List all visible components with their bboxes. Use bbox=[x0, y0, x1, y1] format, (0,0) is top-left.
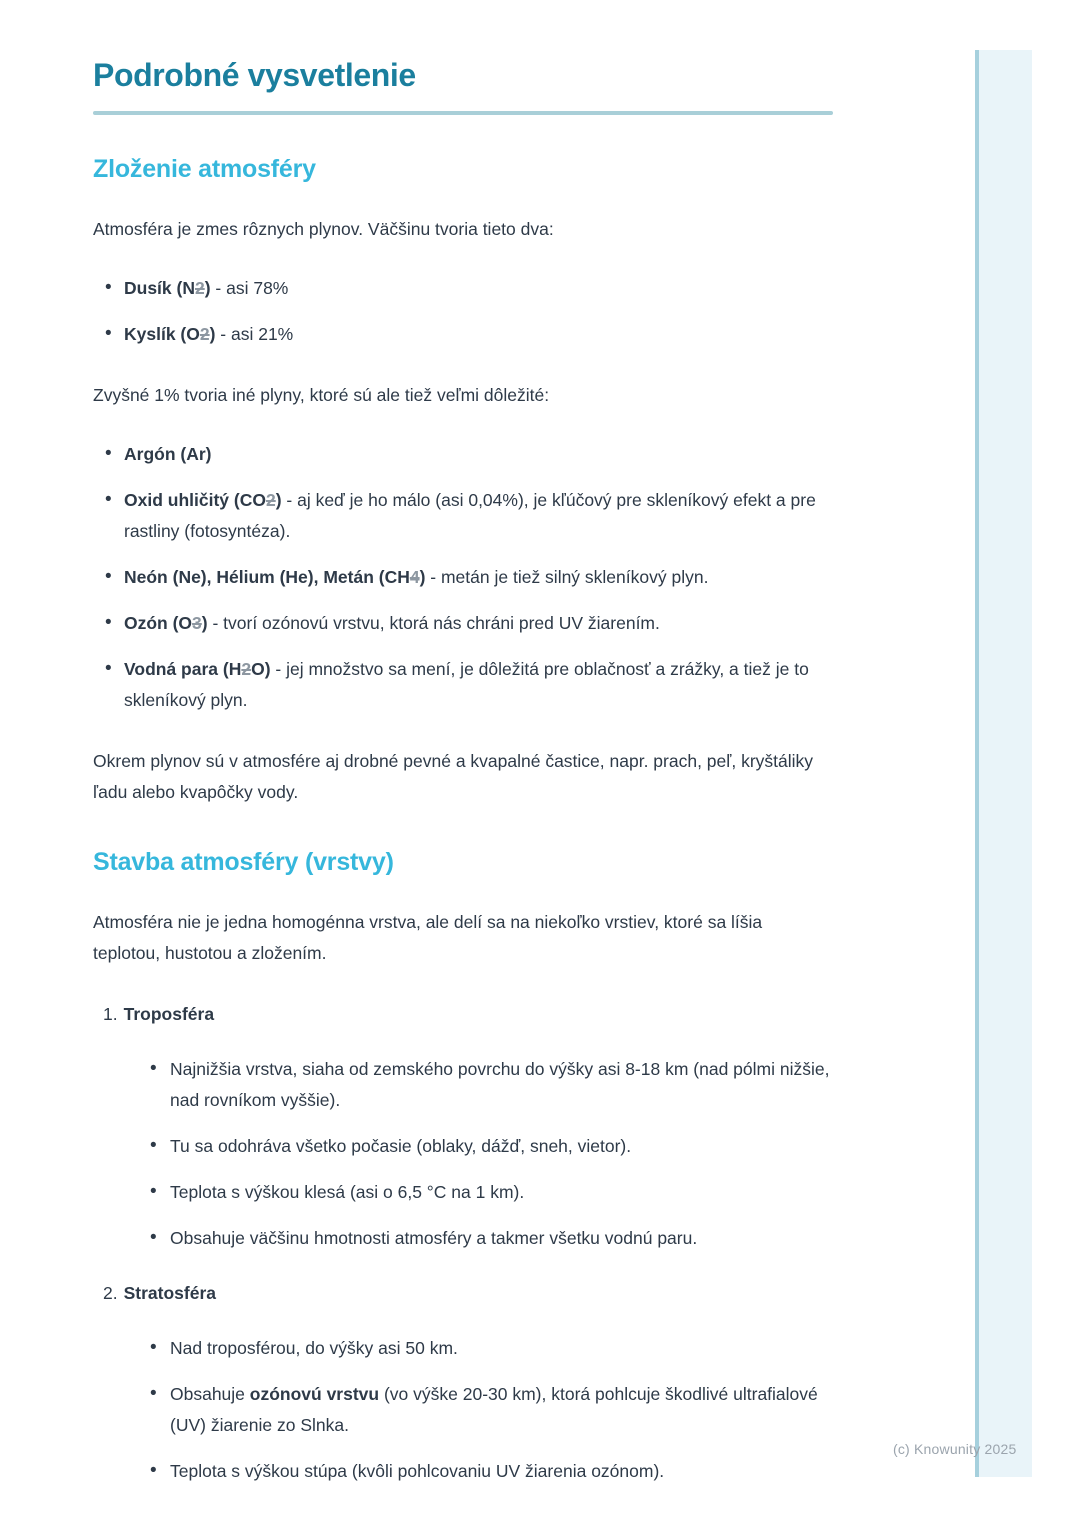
list-item bbox=[124, 562, 833, 593]
bold-text: Kyslík (O bbox=[124, 324, 200, 344]
struck-subscript: 2 bbox=[241, 659, 252, 679]
bold-text: ) bbox=[201, 613, 208, 633]
list-item bbox=[124, 319, 833, 350]
struck-subscript: 2 bbox=[265, 490, 276, 510]
text-segment: Obsahuje bbox=[170, 1384, 250, 1404]
sub-list-item bbox=[170, 1131, 833, 1162]
text-segment: Teplota s výškou stúpa (kvôli pohlcovaniu UV žiarenia ozónom). bbox=[170, 1461, 665, 1481]
text-segment: Teplota s výškou klesá (asi o 6,5 °C na 1 km). bbox=[170, 1182, 525, 1202]
numbered-item bbox=[103, 1278, 833, 1487]
text-segment: (vo výške 20-30 km), ktorá pohlcuje škodlivé ultrafialové (UV) žiarenie zo Slnka. bbox=[170, 1384, 818, 1435]
page-edge-bar bbox=[975, 50, 1032, 1477]
bold-text: ) bbox=[204, 278, 211, 298]
watermark: (c) Knowunity 2025 bbox=[893, 1441, 1017, 1457]
document-content bbox=[93, 0, 833, 1487]
text-segment: - tvorí ozónovú vrstvu, ktorá nás chráni pred UV žiarením. bbox=[207, 613, 660, 633]
sub-list-item bbox=[170, 1456, 833, 1487]
paragraph bbox=[93, 214, 833, 245]
numbered-list bbox=[93, 999, 833, 1487]
text-segment: Tu sa odohráva všetko počasie (oblaky, dážď, sneh, vietor). bbox=[170, 1136, 632, 1156]
text-segment: Atmosféra nie je jedna homogénna vrstva, ale delí sa na niekoľko vrstiev, ktoré sa líšia teplotou, hustotou a zložením. bbox=[93, 912, 763, 963]
bold-text: Vodná para (H bbox=[124, 659, 242, 679]
text-segment: - asi 78% bbox=[210, 278, 289, 298]
struck-subscript: 2 bbox=[194, 278, 205, 298]
sub-list-item bbox=[170, 1177, 833, 1208]
item-number: 2. bbox=[103, 1283, 118, 1303]
sub-list-item bbox=[170, 1223, 833, 1254]
section-heading: Stavba atmosféry (vrstvy) bbox=[93, 848, 394, 876]
text-segment: - asi 21% bbox=[215, 324, 294, 344]
text-segment: Obsahuje väčšinu hmotnosti atmosféry a takmer všetku vodnú paru. bbox=[170, 1228, 698, 1248]
bold-text: ) bbox=[275, 490, 282, 510]
struck-subscript: 2 bbox=[199, 324, 210, 344]
bullet-list bbox=[93, 273, 833, 350]
sub-bullet-list bbox=[103, 1333, 833, 1487]
bold-text: Neón (Ne), Hélium (He), Metán (CH bbox=[124, 567, 410, 587]
paragraph bbox=[93, 907, 833, 969]
struck-subscript: 4 bbox=[409, 567, 420, 587]
list-item bbox=[124, 439, 833, 470]
text-segment: Zvyšné 1% tvoria iné plyny, ktoré sú ale tiež veľmi dôležité: bbox=[93, 385, 550, 405]
list-item bbox=[124, 273, 833, 304]
item-title: Stratosféra bbox=[123, 1283, 217, 1303]
list-item bbox=[124, 654, 833, 716]
struck-subscript: 3 bbox=[192, 613, 202, 633]
numbered-item-title bbox=[103, 999, 833, 1030]
bold-text: O) bbox=[251, 659, 271, 679]
section bbox=[93, 155, 833, 808]
section bbox=[93, 848, 833, 1487]
text-segment: - metán je tiež silný skleníkový plyn. bbox=[425, 567, 709, 587]
sub-list-item bbox=[170, 1054, 833, 1116]
item-title: Troposféra bbox=[123, 1004, 215, 1024]
item-number: 1. bbox=[103, 1004, 118, 1024]
bold-text: ) bbox=[419, 567, 426, 587]
bullet-list bbox=[93, 439, 833, 716]
bold-text: ozónovú vrstvu bbox=[249, 1384, 380, 1404]
text-segment: Nad troposférou, do výšky asi 50 km. bbox=[170, 1338, 458, 1358]
sub-list-item bbox=[170, 1333, 833, 1364]
title-divider bbox=[93, 111, 833, 115]
paragraph bbox=[93, 380, 833, 411]
bold-text: Argón (Ar) bbox=[124, 444, 212, 464]
sub-bullet-list bbox=[103, 1054, 833, 1254]
bold-text: Dusík (N bbox=[124, 278, 195, 298]
bold-text: Oxid uhličitý (CO bbox=[124, 490, 266, 510]
sections-container bbox=[93, 155, 833, 1487]
bold-text: Ozón (O bbox=[124, 613, 193, 633]
text-segment: - aj keď je ho málo (asi 0,04%), je kľúčový pre skleníkový efekt a pre rastliny (fotosyntéza). bbox=[124, 490, 816, 541]
page-title: Podrobné vysvetlenie bbox=[93, 57, 416, 93]
text-segment: Atmosféra je zmes rôznych plynov. Väčšinu tvoria tieto dva: bbox=[93, 219, 554, 239]
list-item bbox=[124, 608, 833, 639]
text-segment: - jej množstvo sa mení, je dôležitá pre oblačnosť a zrážky, a tiež je to skleníkový plyn. bbox=[124, 659, 809, 710]
numbered-item bbox=[103, 999, 833, 1254]
section-heading: Zloženie atmosféry bbox=[93, 155, 316, 183]
bold-text: ) bbox=[209, 324, 216, 344]
numbered-item-title bbox=[103, 1278, 833, 1309]
paragraph bbox=[93, 746, 833, 808]
text-segment: Najnižšia vrstva, siaha od zemského povrchu do výšky asi 8-18 km (nad pólmi nižšie, nad rovníkom vyššie). bbox=[170, 1059, 830, 1110]
sub-list-item bbox=[170, 1379, 833, 1441]
list-item bbox=[124, 485, 833, 547]
text-segment: Okrem plynov sú v atmosfére aj drobné pevné a kvapalné častice, napr. prach, peľ, kryštáliky ľadu alebo kvapôčky vody. bbox=[93, 751, 814, 802]
